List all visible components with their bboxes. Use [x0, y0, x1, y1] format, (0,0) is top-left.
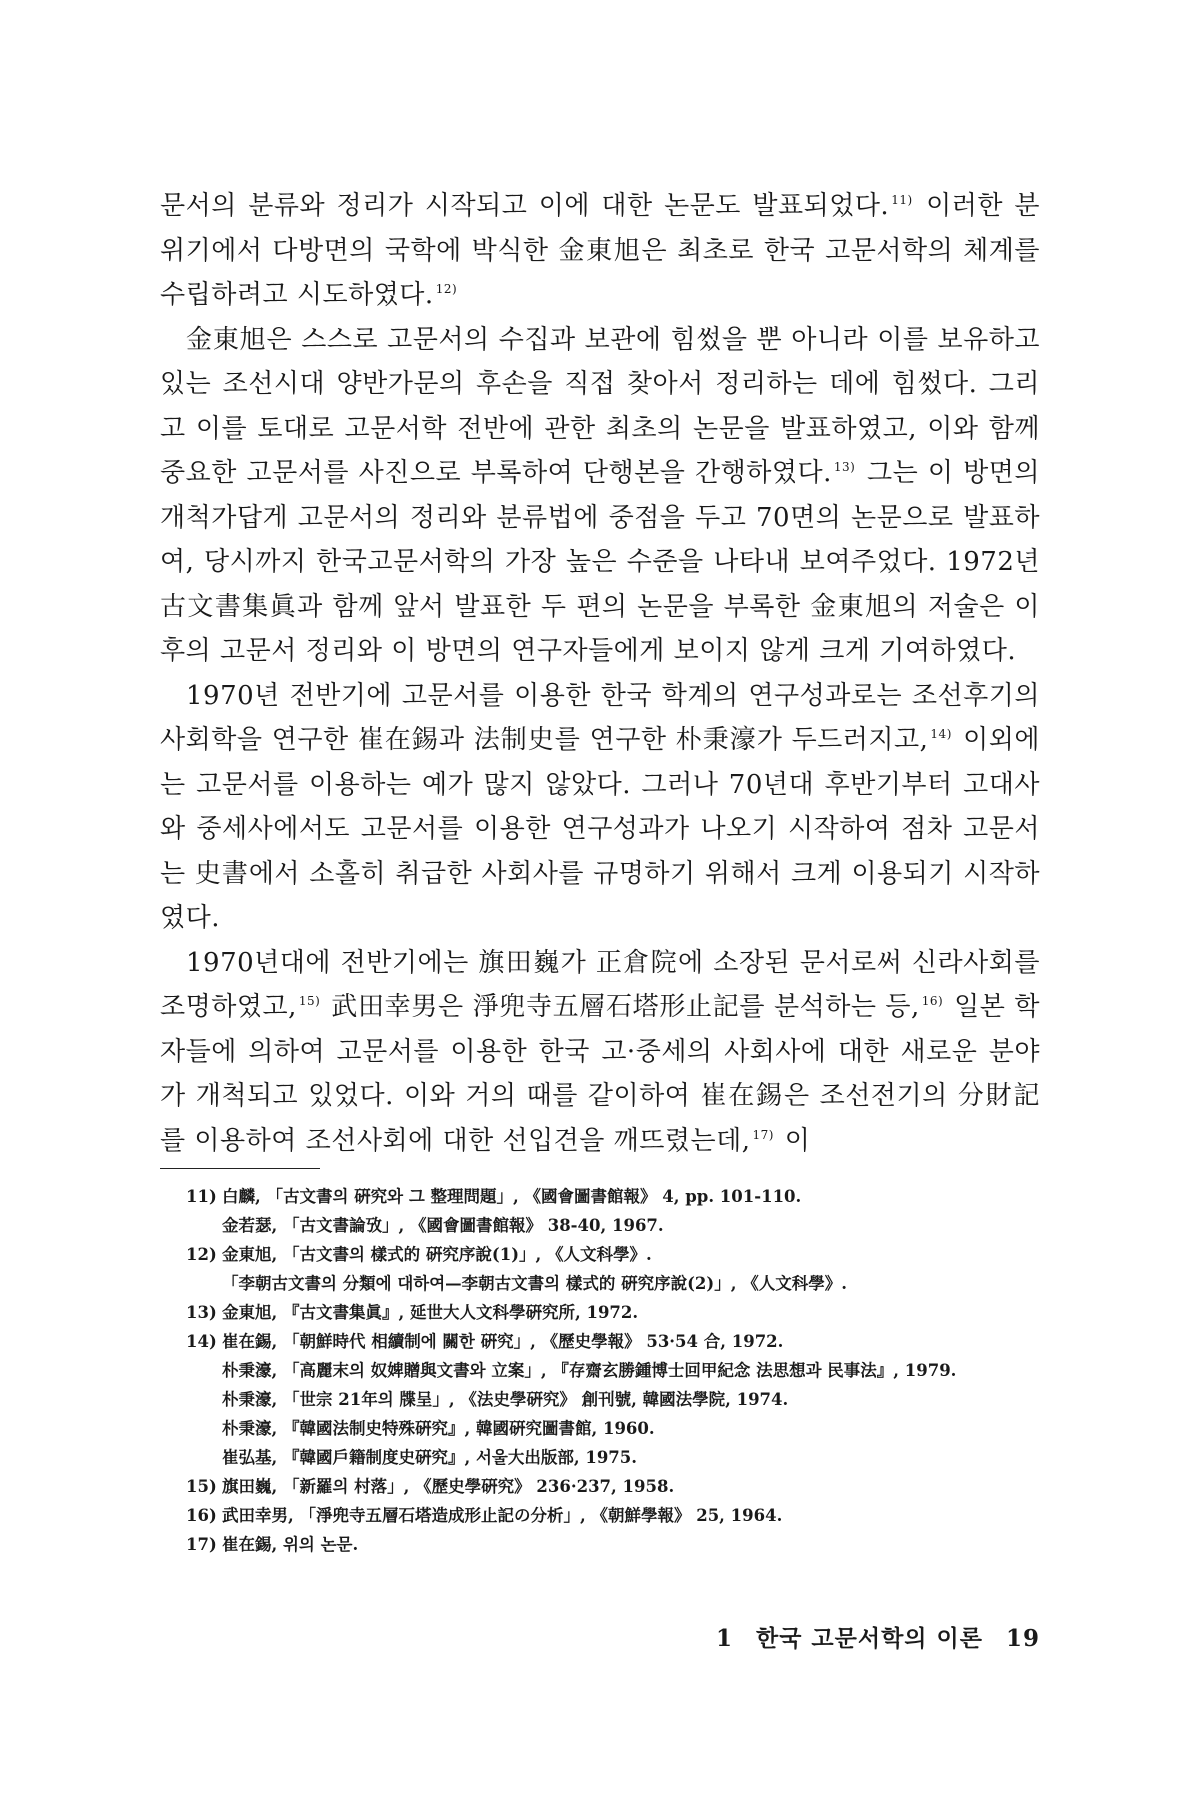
footnote-number: 17): [186, 1535, 217, 1554]
footnote: [186, 1182, 1036, 1240]
footnote-number: 11): [186, 1187, 217, 1206]
footnotes: [186, 1182, 1036, 1559]
footnote-ref: 17): [752, 1127, 774, 1142]
paragraph-text: 金東旭은 스스로 고문서의 수집과 보관에 힘썼을 뿐 아니라 이를 보유하고 있는 조선시대 양반가문의 후손을 직접 찾아서 정리하는 데에 힘썼다. 그리고 이를 토대로 고문서학 전반에 관한 최초의 논문을 발표하였고, 이와 함께 중요한 고문서를 사진으로 부록하여 단행본을 간행하였다.: [160, 324, 1040, 488]
footnote-line: 白麟, 「古文書의 硏究와 그 整理問題」, 《國會圖書館報》 4, pp. 101-110.: [222, 1187, 802, 1206]
footnote: [186, 1530, 1036, 1559]
footnote: [186, 1327, 1036, 1472]
footnote-ref: 15): [298, 994, 321, 1008]
paragraph-text: 이: [775, 1125, 811, 1156]
footnote-ref: 11): [891, 193, 913, 207]
paragraph: [160, 674, 1040, 941]
paragraph-text: 이러한 분위기에서 다방면의 국학에 박식한 金東旭은 최초로 한국 고문서학의 체계를 수립하려고 시도하였다.: [160, 191, 1040, 310]
footnote-number: 15): [186, 1477, 217, 1496]
paragraph: [160, 184, 1040, 318]
footnote-ref: 13): [833, 460, 856, 474]
body-text: [160, 184, 1040, 1163]
footnote-line: 朴秉濠, 『韓國法制史特殊硏究』, 韓國硏究圖書館, 1960.: [222, 1419, 655, 1438]
page-footer: [700, 1620, 1040, 1653]
footnote-ref: 16): [921, 994, 944, 1008]
paragraph-text: 그는 이 방면의 개척가답게 고문서의 정리와 분류법에 중점을 두고 70면의 논문으로 발표하여, 당시까지 한국고문서학의 가장 높은 수준을 나타내 보여주었다. 1972년 古文書集眞과 함께 앞서 발표한 두 편의 논문을 부록한 金東旭의 저술은 이후의 고문서 정리와 이 방면의 연구자들에게 보이지 않게 크게 기여하였다.: [160, 458, 1040, 666]
footnote-number: 14): [186, 1332, 217, 1351]
paragraph: [160, 941, 1040, 1164]
footnote-divider: [160, 1168, 320, 1169]
chapter-number: 1: [715, 1625, 733, 1652]
footnote-ref: 12): [435, 282, 458, 296]
footnote-number: 12): [186, 1245, 217, 1264]
footnote: [186, 1501, 1036, 1530]
paragraph-text: 1970년대에 전반기에는 旗田巍가 正倉院에 소장된 문서로써 신라사회를 조명하였고,: [160, 947, 1040, 1022]
footnote-line: 朴秉濠, 「世宗 21年의 牒呈」, 《法史學硏究》 創刊號, 韓國法學院, 1974.: [222, 1390, 789, 1409]
page-number: 19: [1005, 1625, 1040, 1652]
footnote-line: 崔在錫, 「朝鮮時代 相續制에 關한 硏究」, 《歷史學報》 53·54 合, 1972.: [222, 1332, 784, 1351]
footnote-number: 13): [186, 1303, 217, 1322]
footnote-line: 金若瑟, 「古文書論攷」, 《國會圖書館報》 38-40, 1967.: [222, 1216, 664, 1235]
paragraph: [160, 318, 1040, 674]
footnote-line: 崔在錫, 위의 논문.: [222, 1535, 359, 1554]
running-title: 한국 고문서학의 이론: [755, 1625, 983, 1652]
footnote-ref: 14): [930, 727, 952, 741]
footnote-line: 朴秉濠, 「高麗末의 奴婢贈與文書와 立案」, 『存齋玄勝鍾博士回甲紀念 法思想과 民事法』, 1979.: [222, 1361, 957, 1380]
footnote-line: 金東旭, 『古文書集眞』, 延世大人文科學硏究所, 1972.: [222, 1303, 639, 1322]
paragraph-text: 1970년 전반기에 고문서를 이용한 한국 학계의 연구성과로는 조선후기의 사회학을 연구한 崔在錫과 法制史를 연구한 朴秉濠가 두드러지고,: [160, 680, 1040, 755]
paragraph-text: 일본 학자들에 의하여 고문서를 이용한 한국 고·중세의 사회사에 대한 새로운 분야가 개척되고 있었다. 이와 거의 때를 같이하여 崔在錫은 조선전기의 分財記를 이용하여 조선사회에 대한 선입견을 깨뜨렸는데,: [160, 992, 1040, 1156]
footnote-line: 旗田巍, 「新羅의 村落」, 《歷史學硏究》 236·237, 1958.: [222, 1477, 675, 1496]
footnote-line: 武田幸男, 「淨兜寺五層石塔造成形止記の分析」, 《朝鮮學報》 25, 1964.: [222, 1506, 783, 1525]
paragraph-text: 문서의 분류와 정리가 시작되고 이에 대한 논문도 발표되었다.: [160, 191, 890, 221]
footnote: [186, 1240, 1036, 1298]
footnote: [186, 1472, 1036, 1501]
footnote-line: 金東旭, 「古文書의 樣式的 硏究序說(1)」, 《人文科學》.: [222, 1245, 652, 1264]
footnote-number: 16): [186, 1506, 217, 1525]
footnote: [186, 1298, 1036, 1327]
paragraph-text: 이외에는 고문서를 이용하는 예가 많지 않았다. 그러나 70년대 후반기부터 고대사와 중세사에서도 고문서를 이용한 연구성과가 나오기 시작하여 점차 고문서는 史書에서 소홀히 취급한 사회사를 규명하기 위해서 크게 이용되기 시작하였다.: [160, 725, 1040, 933]
footnote-line: 「李朝古文書의 分類에 대하여—李朝古文書의 樣式的 硏究序說(2)」, 《人文科學》.: [222, 1274, 847, 1293]
paragraph-text: 武田幸男은 淨兜寺五層石塔形止記를 분석하는 등,: [322, 992, 920, 1022]
footnote-line: 崔弘基, 『韓國戶籍制度史硏究』, 서울大出版部, 1975.: [222, 1448, 638, 1467]
